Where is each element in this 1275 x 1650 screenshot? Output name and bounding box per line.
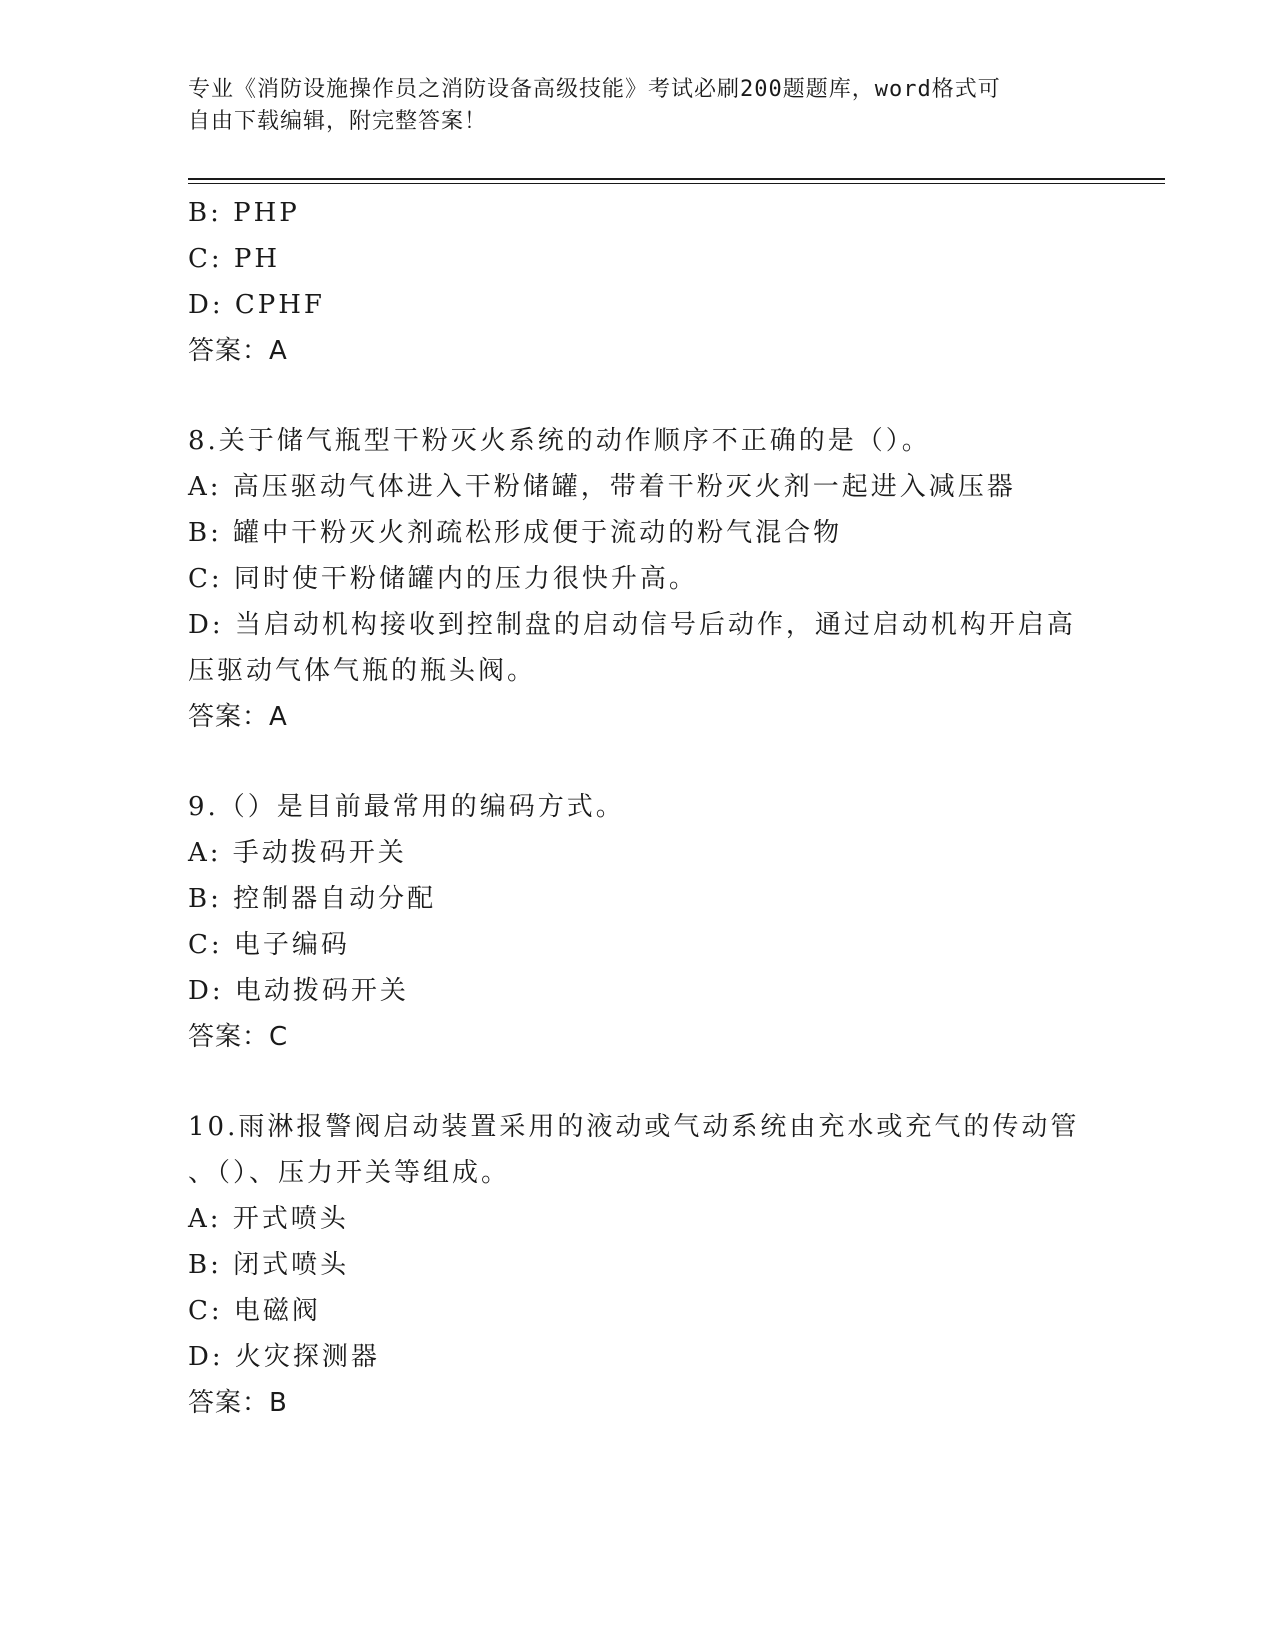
answer-line: 答案：C	[188, 1022, 289, 1052]
answer-line: 答案：A	[188, 336, 288, 366]
question-7-partial	[188, 190, 1088, 374]
option-a: A: 开式喷头	[188, 1204, 349, 1234]
option-d: D: CPHF	[188, 290, 325, 320]
header-divider-thick	[188, 178, 1165, 180]
option-b: B: 闭式喷头	[188, 1250, 350, 1280]
spacer	[188, 374, 1088, 418]
option-d-line-2: 压驱动气体气瓶的瓶头阀。	[188, 656, 537, 686]
question-10	[188, 1104, 1088, 1426]
question-text-line-2: 、（）、压力开关等组成。	[188, 1158, 511, 1188]
header-title-line-2: 自由下载编辑，附完整答案！	[188, 109, 488, 134]
header-divider-thin	[188, 183, 1165, 184]
option-c: C: PH	[188, 244, 281, 274]
document-header	[188, 74, 1088, 138]
question-9	[188, 784, 1088, 1060]
option-d-line-1: D: 当启动机构接收到控制盘的启动信号后动作，通过启动机构开启高	[188, 610, 1076, 640]
spacer	[188, 740, 1088, 784]
question-text-line-1: 10.雨淋报警阀启动装置采用的液动或气动系统由充水或充气的传动管	[188, 1112, 1080, 1142]
option-c: C: 电磁阀	[188, 1296, 321, 1326]
option-d: D: 电动拨码开关	[188, 976, 409, 1006]
answer-line: 答案：B	[188, 1388, 288, 1418]
question-list	[188, 190, 1088, 1426]
question-text: 9.（）是目前最常用的编码方式。	[188, 792, 625, 822]
header-title-line-1: 专业《消防设施操作员之消防设备高级技能》考试必刷200题题库，word格式可	[188, 77, 1001, 102]
option-b: B: 罐中干粉灭火剂疏松形成便于流动的粉气混合物	[188, 518, 843, 548]
option-d: D: 火灾探测器	[188, 1342, 380, 1372]
option-a: A: 高压驱动气体进入干粉储罐，带着干粉灭火剂一起进入减压器	[188, 472, 1016, 502]
option-a: A: 手动拨码开关	[188, 838, 407, 868]
spacer	[188, 1060, 1088, 1104]
option-b: B: 控制器自动分配	[188, 884, 437, 914]
question-text: 8.关于储气瓶型干粉灭火系统的动作顺序不正确的是（）。	[188, 426, 931, 456]
option-c: C: 电子编码	[188, 930, 350, 960]
answer-line: 答案：A	[188, 702, 288, 732]
option-c: C: 同时使干粉储罐内的压力很快升高。	[188, 564, 698, 594]
question-8	[188, 418, 1088, 740]
option-b: B: PHP	[188, 198, 300, 228]
